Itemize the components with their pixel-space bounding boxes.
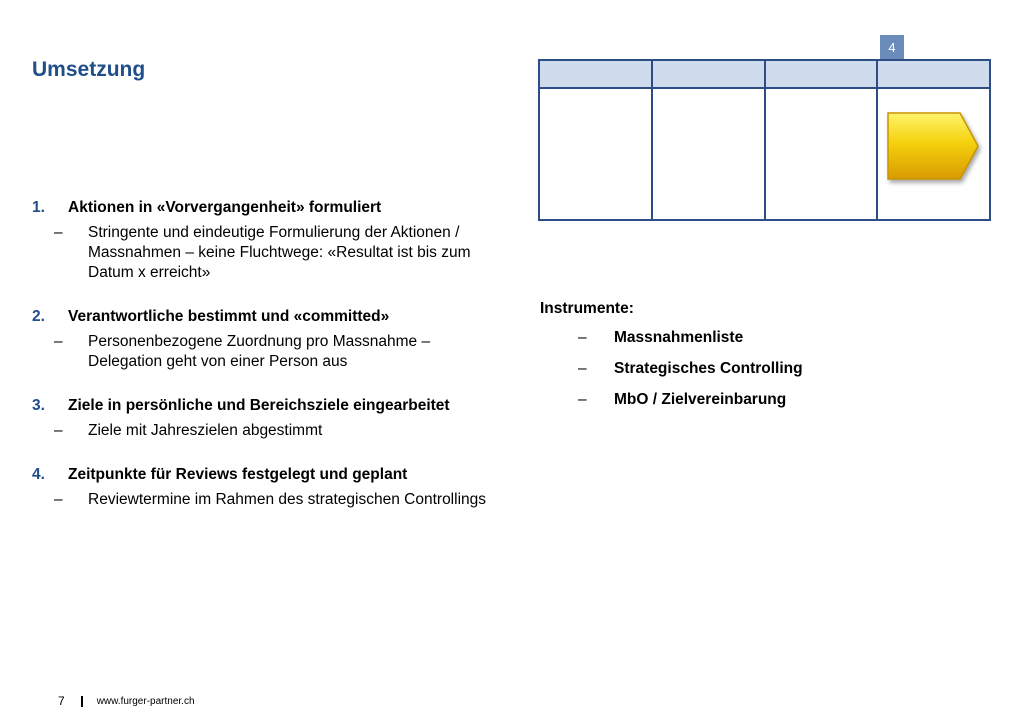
instrument-item (540, 328, 803, 348)
footer (58, 694, 195, 708)
dash-bullet: – (54, 422, 63, 439)
item-number: 3. (32, 397, 45, 414)
item-number: 2. (32, 308, 45, 325)
phase-header-cell-3 (765, 60, 878, 88)
list-item (32, 465, 492, 510)
phase-cell-3 (765, 88, 878, 220)
item-detail: Personenbezogene Zuordnung pro Massnahme – Delegation geht von einer Person aus (88, 333, 431, 370)
item-detail: Reviewtermine im Rahmen des strategischen Controllings (88, 491, 487, 508)
dash-bullet: – (578, 360, 587, 377)
footer-url: www.furger-partner.ch (96, 695, 195, 707)
phase-header-cell-1 (539, 60, 652, 88)
dash-bullet: – (578, 329, 587, 346)
phase-header-cell-4 (877, 60, 990, 88)
list-item (32, 198, 492, 283)
item-heading: Zeitpunkte für Reviews festgelegt und geplant (68, 466, 408, 483)
instruments-title: Instrumente: (540, 300, 634, 317)
footer-separator (81, 696, 83, 707)
phase-number-badge: 4 (880, 35, 904, 59)
page-title: Umsetzung (32, 58, 146, 81)
instrument-item (540, 359, 803, 379)
item-heading: Aktionen in «Vorvergangenheit» formuliert (68, 199, 382, 216)
dash-bullet: – (578, 391, 587, 408)
page-number: 7 (58, 694, 65, 708)
list-item (32, 307, 492, 372)
instrument-label: Strategisches Controlling (614, 360, 803, 377)
phase-cell-2 (652, 88, 765, 220)
current-phase-arrow-icon (886, 111, 980, 181)
dash-bullet: – (54, 333, 63, 350)
phase-table-body-row (539, 88, 990, 220)
item-detail: Stringente und eindeutige Formulierung der Aktionen / Massnahmen – keine Fluchtwege: «Resultat ist bis zum Datum x erreicht» (88, 224, 471, 281)
item-number: 1. (32, 199, 45, 216)
item-heading: Verantwortliche bestimmt und «committed» (68, 308, 390, 325)
criteria-list (32, 198, 492, 534)
item-detail: Ziele mit Jahreszielen abgestimmt (88, 422, 323, 439)
instrument-item (540, 390, 803, 410)
dash-bullet: – (54, 491, 63, 508)
phase-header-cell-2 (652, 60, 765, 88)
item-number: 4. (32, 466, 45, 483)
dash-bullet: – (54, 224, 63, 241)
phase-cell-4 (877, 88, 990, 220)
phase-overview-table (538, 59, 991, 221)
instrument-label: MbO / Zielvereinbarung (614, 391, 787, 408)
phase-cell-1 (539, 88, 652, 220)
phase-table-header-row (539, 60, 990, 88)
item-heading: Ziele in persönliche und Bereichsziele eingearbeitet (68, 397, 450, 414)
list-item (32, 396, 492, 441)
instrument-label: Massnahmenliste (614, 329, 744, 346)
instruments-block (540, 300, 803, 421)
